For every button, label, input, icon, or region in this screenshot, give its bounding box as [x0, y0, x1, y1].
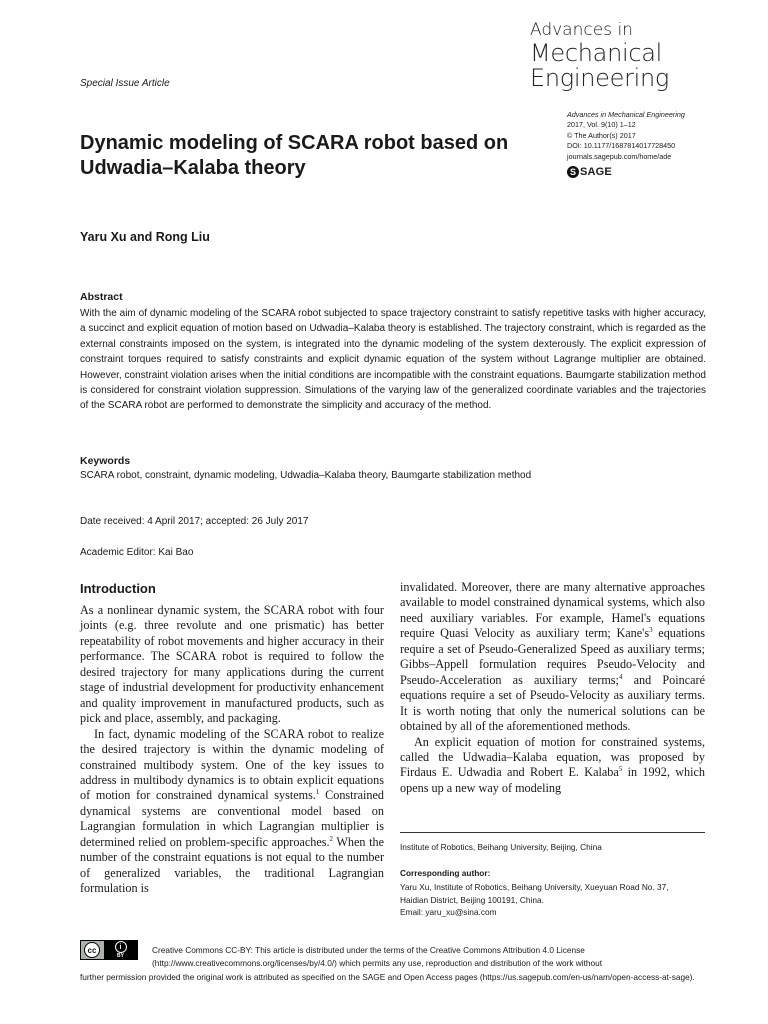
keywords-text: SCARA robot, constraint, dynamic modeling, Udwadia–Kalaba theory, Baumgarte stabilization method	[80, 470, 532, 481]
license-text: Creative Commons CC-BY: This article is distributed under the terms of the Creative Commons Attribution 4.0 License (http://www.creativecommons.org/licenses/by/4.0/) which permits any use, reproduction and distribution of the work without	[152, 945, 603, 969]
body-text: In fact, dynamic modeling of the SCARA robot to realize the desired trajectory is within the dynamic modeling of constrained multibody system. One of the key issues to address in multibody dynamics is to obtain explicit equations of motion for constrained dynamical systems.	[80, 726, 384, 803]
cc-icon: cc	[84, 942, 100, 958]
article-authors: Yaru Xu and Rong Liu	[80, 230, 210, 244]
journal-name-line3: Engineering	[530, 64, 670, 92]
body-text: An explicit equation of motion for constrained systems, called the Udwadia–Kalaba equation, was proposed by Firdaus E. Udwadia and Robert E. Kalaba	[400, 734, 705, 780]
sage-wordmark: SAGE	[580, 166, 612, 178]
by-icon	[104, 941, 137, 959]
body-text: When the number of the constraint equations is not equal to the number of generalized variables, the traditional Lagrangian formulation is	[80, 834, 384, 896]
reference-marker[interactable]: 2	[329, 834, 334, 843]
sage-logo	[567, 166, 612, 178]
body-paragraph	[400, 735, 705, 797]
sage-mark-icon: S	[567, 166, 579, 178]
body-text: equations require a set of Pseudo-Generalized Speed as auxiliary terms; Gibbs–Appell formulation requires Pseudo-Velocity and Pseudo-Acceleration as auxiliary terms;	[400, 626, 705, 687]
journal-name-line2: Mechanical	[530, 39, 663, 67]
body-column-right	[400, 580, 705, 796]
corresponding-author	[400, 881, 710, 919]
by-label: BY	[117, 953, 124, 959]
article-title: Dynamic modeling of SCARA robot based on Udwadia–Kalaba theory	[80, 132, 509, 179]
reference-marker[interactable]: 1	[315, 788, 320, 797]
cc-by-badge[interactable]	[80, 940, 138, 960]
introduction-heading: Introduction	[80, 581, 156, 596]
affiliation: Institute of Robotics, Beihang University, Beijing, China	[400, 842, 602, 852]
body-paragraph	[80, 727, 384, 897]
license-text-continued: further permission provided the original work is attributed as specified on the SAGE and Open Access pages (https://us.sagepub.com/en-us/nam/open-access-at-sage).	[80, 972, 695, 982]
article-type: Special Issue Article	[80, 78, 170, 89]
corr-line: Yaru Xu, Institute of Robotics, Beihang University, Xueyuan Road No. 37,	[400, 882, 669, 892]
meta-journal: Advances in Mechanical Engineering	[567, 110, 685, 119]
abstract-heading: Abstract	[80, 291, 123, 303]
keywords-heading: Keywords	[80, 455, 131, 467]
dates-received: Date received: 4 April 2017; accepted: 26 July 2017	[80, 516, 309, 527]
body-column-left	[80, 603, 384, 897]
corresponding-author-heading: Corresponding author:	[400, 868, 491, 878]
body-paragraph	[400, 580, 705, 735]
body-text: and Poincaré equations require a set of Pseudo-Velocity as auxiliary terms. It is worth noting that only the numerical solutions can be obtained by all of the aforementioned methods.	[400, 672, 705, 734]
journal-name	[530, 22, 690, 90]
body-text: invalidated. Moreover, there are many alternative approaches available to model constrained dynamical systems, which also need auxiliary variables. For example, Hamel's equations require Quasi Velocity as auxiliary term; Kane's	[400, 580, 705, 641]
reference-marker[interactable]: 3	[649, 626, 653, 635]
reference-marker[interactable]: 4	[618, 672, 623, 681]
body-paragraph: As a nonlinear dynamic system, the SCARA robot with four joints (e.g. three revolute and one prismatic) has better repeatability of robot movements and higher accuracy in their performance. The SCARA robot is required to follow the desired trajectory for many applications during the current stage of industrial development for productivity enhancement and quality improvement in manufactured products, such as pick and place, assembly, and packaging.	[80, 603, 384, 726]
body-text: in 1992, which opens up a new way of modeling	[400, 765, 705, 795]
footnote-divider	[400, 832, 705, 833]
corr-email[interactable]: Email: yaru_xu@sina.com	[400, 907, 497, 917]
body-text: Constrained dynamical systems are conventional model based on Lagrangian formulation in which Lagrangian multiplier is determined relied on problem-specific approaches.	[80, 788, 384, 849]
reference-marker[interactable]: 5	[618, 765, 623, 774]
attribution-icon: i	[115, 941, 127, 953]
meta-doi[interactable]: DOI: 10.1177/1687814017728450	[567, 141, 676, 151]
journal-meta	[567, 110, 685, 162]
journal-name-line1: Advances in	[530, 20, 633, 40]
corr-line: Haidian District, Beijing 100191, China.	[400, 894, 544, 905]
meta-url[interactable]: journals.sagepub.com/home/ade	[567, 151, 672, 161]
meta-volume: 2017, Vol. 9(10) 1–12	[567, 120, 636, 130]
abstract-text: With the aim of dynamic modeling of the SCARA robot subjected to space trajectory constraint to satisfy repetitive tasks with higher accuracy, a succinct and explicit equation of motion based on Udwadia–Kalaba theory is established. The trajectory constraint, which is regarded as the external constraints imposed on the system, is integrated into the dynamic modeling of the system dexterously. The explicit expression of constraint torques required to satisfy constraints and explicit dynamic equation of the system without Lagrange multiplier are obtained. However, constraint violation arises when the initial conditions are incompatible with the constraint equations. Baumgarte stabilization method is considered for constraint violation suppression. Simulations of the varying law of the generalized coordinate variables and the trajectories of the SCARA robot are performed to demonstrate the simplicity and accuracy of the method.	[80, 308, 706, 412]
meta-copyright: © The Author(s) 2017	[567, 130, 636, 140]
academic-editor: Academic Editor: Kai Bao	[80, 547, 194, 558]
